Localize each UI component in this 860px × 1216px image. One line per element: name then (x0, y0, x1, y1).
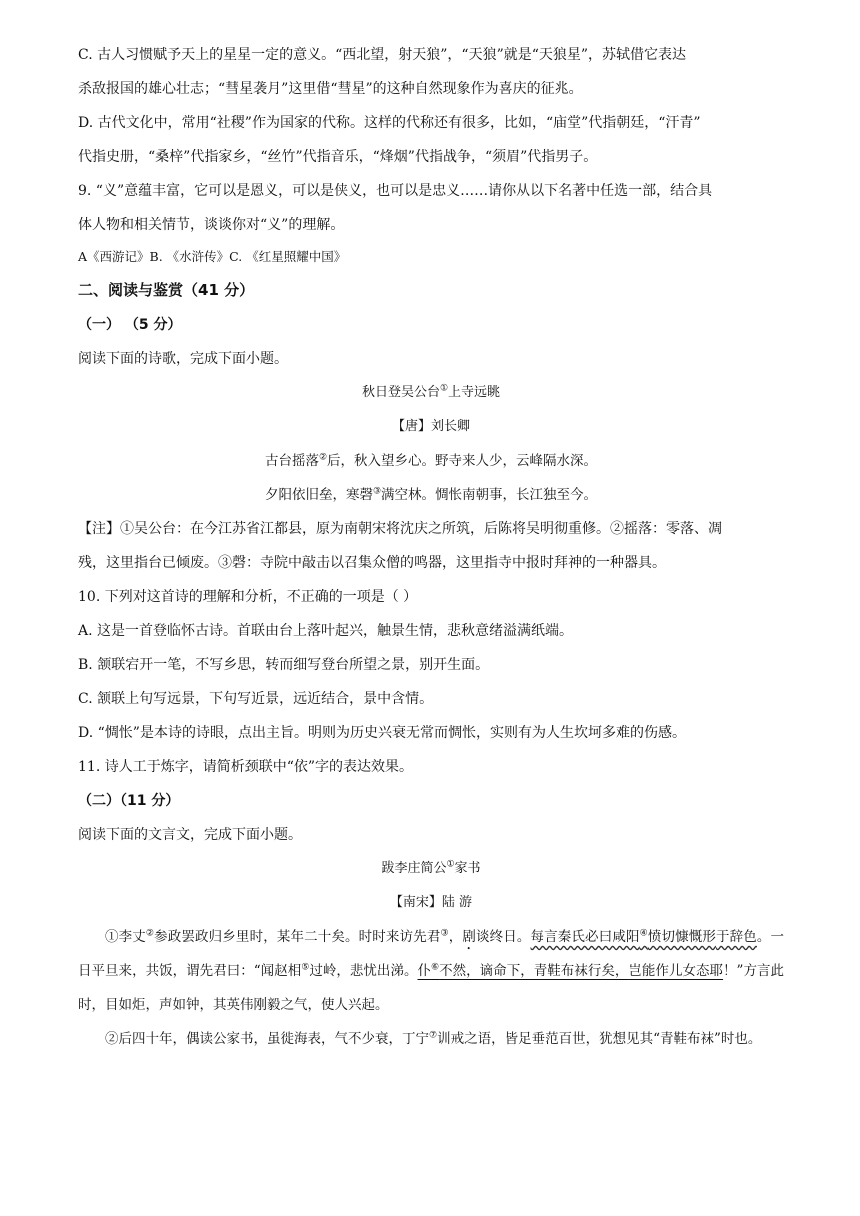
q10-option-d: D. “惆怅”是本诗的诗眼，点出主旨。明则为历史兴衰无常而惆怅，实则有为人生坎坷多难的伤感。 (78, 725, 686, 741)
q10-option-c: C. 颔联上句写远景，下句写近景，远近结合，景中含情。 (78, 691, 434, 707)
q8-option-d (78, 106, 784, 174)
q10-stem: 10. 下列对这首诗的理解和分析，不正确的一项是（ ） (78, 589, 418, 605)
part2-heading: （二）（11 分） (78, 793, 180, 809)
poem-author: 【唐】刘长卿 (391, 419, 470, 434)
q8-c-line1: C. 古人习惯赋予天上的星星一定的意义。“西北望，射天狼”，“天狼”就是“天狼星”，苏轼借它表达 (78, 47, 687, 63)
poem-line-2: 夕阳依旧垒，寒磬③满空林。惆怅南朝事，长江独至今。 (264, 486, 598, 503)
prose-paragraph-2: ②后四十年，偶读公家书，虽徙海表，气不少衰，丁宁⑦训戒之语，皆足垂范百世，犹想见其“青鞋布袜”时也。 (105, 1030, 762, 1047)
q10-option-a: A. 这是一首登临怀古诗。首联由台上落叶起兴，触景生情，悲秋意绪溢满纸端。 (78, 623, 574, 639)
q9-options: A《西游记》B. 《水浒传》C. 《红星照耀中国》 (78, 249, 347, 264)
prose-title: 跋李庄简公①家书 (381, 859, 481, 876)
q8-d-line1: D. 古代文化中，常用“社稷”作为国家的代称。这样的代称还有很多，比如，“庙堂”代指朝廷，“汗青” (78, 115, 701, 131)
part1-instruction: 阅读下面的诗歌，完成下面小题。 (78, 351, 288, 367)
part1-heading: （一） （5 分） (78, 317, 182, 333)
poem-notes: 【注】①吴公台：在今江苏省江都县，原为南朝宋将沈庆之所筑，后陈将吴明彻重修。②摇落：零落、凋 残，这里指台已倾废。③磬：寺院中敲击以召集众僧的鸣器，这里指寺中报时拜神的一种器具。 (78, 521, 722, 571)
q9-line2: 体人物和相关情节，谈谈你对“义”的理解。 (78, 217, 345, 233)
q8-d-line2: 代指史册，“桑梓”代指家乡，“丝竹”代指音乐，“烽烟”代指战争，“须眉”代指男子。 (78, 149, 598, 165)
underlined-sentence: 仆⑥不然，谪命下，青鞋布袜行矣，岂能作儿女态耶 (417, 962, 724, 979)
part2-instruction: 阅读下面的文言文，完成下面小题。 (78, 827, 302, 843)
q10-option-b: B. 颔联宕开一笔，不写乡思，转而细写登台所望之景，别开生面。 (78, 657, 490, 673)
question-9 (78, 174, 784, 242)
poem-title: 秋日登吴公台①上寺远眺 (361, 383, 501, 400)
prose-paragraph-1: ①李丈②参政罢政归乡里时，某年二十矣。时时来访先君③，剧谈终日。每言秦氏必曰咸阳④愤切慷慨形于辞色。一日平旦来，共饭，谓先君曰：“闻赵相⑤过岭，悲忧出涕。仆⑥不然，谪命下，青鞋布袜行矣，岂能作儿女态耶！”方言此时，目如炬，声如钟，其英伟刚毅之气，使人兴起。 (78, 928, 785, 1013)
wavy-underline-sentence: 每言秦氏必曰咸阳④愤切慷慨形于辞色 (530, 928, 757, 945)
q9-line1: 9. “义”意蕴丰富，它可以是恩义，可以是侠义，也可以是忠义……请你从以下名著中任选一部，结合具 (78, 183, 713, 199)
section-heading: 二、阅读与鉴赏（41 分） (78, 281, 255, 299)
q8-option-c (78, 38, 784, 106)
question-11: 11. 诗人工于炼字，请简析颈联中“依”字的表达效果。 (78, 759, 414, 775)
poem-line-1: 古台摇落②后，秋入望乡心。野寺来人少，云峰隔水深。 (264, 452, 598, 469)
prose-author: 【南宋】陆 游 (389, 895, 473, 910)
q8-c-line2: 杀敌报国的雄心壮志；“彗星袭月”这里借“彗星”的这种自然现象作为喜庆的征兆。 (78, 81, 583, 97)
emphasis-dot-ju: 剧 (462, 929, 476, 945)
document-page (78, 38, 784, 1056)
